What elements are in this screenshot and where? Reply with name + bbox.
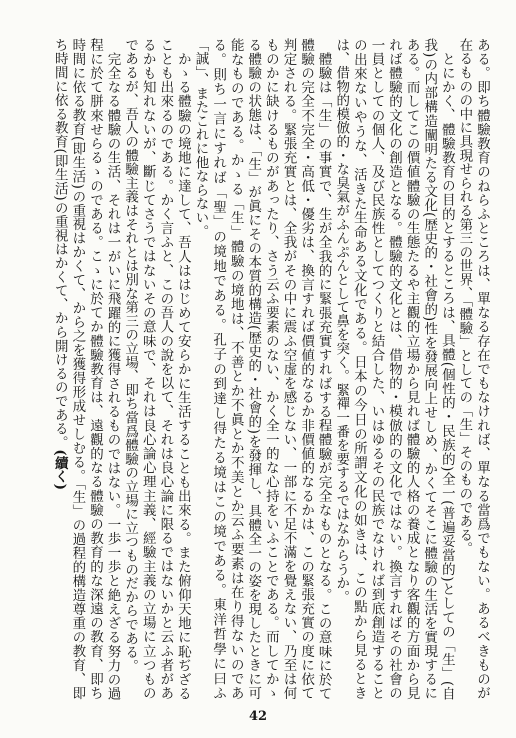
page-number: 42: [248, 709, 268, 724]
continued-mark: (續く): [51, 449, 68, 491]
paragraph-5-text: 完全なる體驗の生活、それは一がいに飛躍的に獲得されるものではない。一歩一歩と絶えざる努力の過程に於て胼來せらるゝのである。こゝに於てか體驗教育は、遠觀的なる體驗の教育的な深遠の教育、即ち時間に依る教育(即生活)の重視はかくて、から之を獲得形成せしむる。「生」の過程的構造尊重の教育、即ち時間に依る教育(即生活)の重視はかくて、から開けるのである。: [51, 38, 121, 700]
vertical-text-body: [24, 38, 490, 700]
paragraph-4: かゝる體驗の境地に達して、吾人ははじめて安らかに生活することも出來る。また俯仰天地に恥ぢざることも出來るのである。かく言ふと、この吾人の說を以て、それは良心論に限るではないかと云ふ者があるかも知れないが、斷じてさうではないその意味で、それは良心論心理主義、經驗主義の立場に立つものであるが、吾人の體驗主義はそれとは別な第三の立場、即ち當爲體驗の立場に立つものだからである。: [122, 38, 191, 700]
paragraph-1: ある。即ち體驗教育のねらふところは、單なる存在でもなければ、單なる當爲でもない。あるべきものが在るものの中に具現せられる第三の世界、「體驗」としての「生」そのものである。: [456, 38, 490, 700]
paragraph-3: 體驗は「生」の事實で、生が全我的に緊張充實すればする程體驗が完全なものとなる。この意味に於て體驗の完全不完全・高低・優劣は、換言すれば價値的なるか非價値的なるかは、この緊張充實の度に依て判定される。緊張充實とは、全我がその中に震ふ空虚を感じない、一部に不足不滿を覺えない、乃至は何ものかに缺けるものがあったり、さう云ふ要素のない、かく全一的な心持をいふことである。而してかゝる體驗の状態は、「生」が眞にその本質的構造(歴史的・社會的)を發揮し、具體全一の姿を現したときに可能なものである。かゝる「生」體驗の境地は、不善とか不眞とか不美とか云ふ要素は在り得ないのである。則ち一言にすれば「聖」の境地である。孔子の到達し得たる境はこの境である。東洋哲學に曰ふ「誠」、またこれに他ならない。: [192, 38, 332, 700]
paragraph-5: [50, 38, 120, 700]
paragraph-2: とにかく、體驗教育の目的とするところは、具體(個性的・民族的)全一(普遍妥當的)としての「生」(自我)の内部構造闡明たる文化(歴史的・社會的)性を發展向上せしめ、かくてそこに體驗の生活を實現するにある。而してこの價値體驗の生態たるや主觀的立場から見れば體驗的人格の養成となり客觀的方面から見れば體驗的文化の創造となる。體驗的文化とは、借物的・模倣的の文化ではない。換言すればその社會の一員としての個人、及び民族性としてつくりと結合した、いはゆるその民族でなければ到底創造することの出來ないやうな、活きた生命ある文化である。日本の今日の所謂文化の如きは、この點から見るときは、借物的模倣的・な臭氣がふんぷんとして鼻を突く。緊禪一番を要するではなからうか。: [333, 38, 455, 700]
